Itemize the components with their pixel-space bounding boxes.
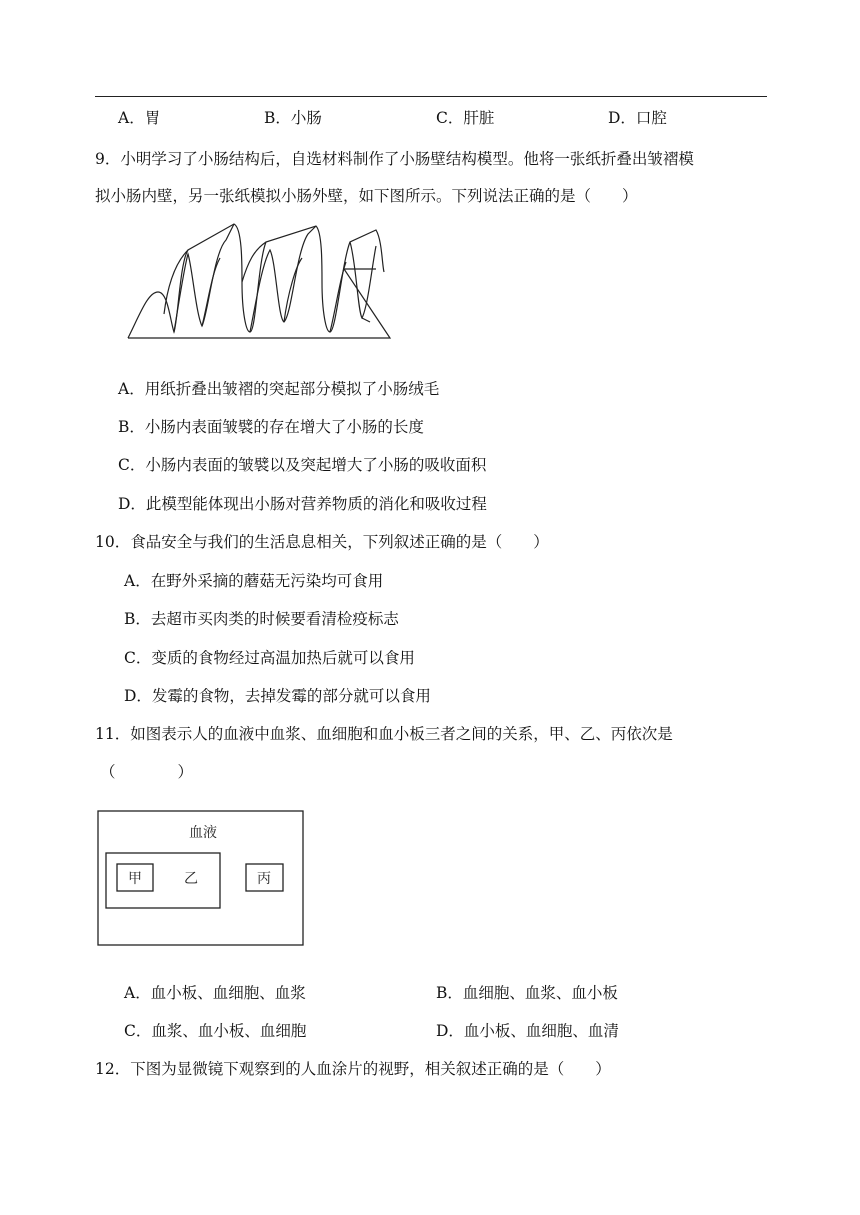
inner-box [106, 853, 220, 908]
q11-option-c[interactable]: C．血浆、血小板、血细胞 [124, 1022, 307, 1040]
q10-stem: 10．食品安全与我们的生活息息相关，下列叙述正确的是（ ） [95, 533, 549, 551]
q10-option-d[interactable]: D．发霉的食物，去掉发霉的部分就可以食用 [124, 687, 431, 705]
q11-option-d[interactable]: D．血小板、血细胞、血清 [436, 1022, 619, 1040]
yi-label: 乙 [184, 871, 198, 887]
q8-option-a[interactable]: A．胃 [118, 109, 161, 127]
q8-option-b[interactable]: B．小肠 [264, 109, 322, 127]
blood-composition-diagram [97, 810, 307, 950]
q11-stem-line1: 11．如图表示人的血液中血浆、血细胞和血小板三者之间的关系，甲、乙、丙依次是 [95, 725, 673, 743]
q10-option-a[interactable]: A．在野外采摘的蘑菇无污染均可食用 [124, 572, 384, 590]
jia-label: 甲 [128, 871, 142, 887]
q9-option-b[interactable]: B．小肠内表面皱襞的存在增大了小肠的长度 [118, 418, 424, 436]
blood-label: 血液 [189, 825, 217, 841]
q10-option-b[interactable]: B．去超市买肉类的时候要看清检疫标志 [124, 610, 399, 628]
q9-stem-line1: 9．小明学习了小肠结构后，自选材料制作了小肠壁结构模型。他将一张纸折叠出皱褶模 [95, 150, 694, 168]
q9-option-c[interactable]: C．小肠内表面的皱襞以及突起增大了小肠的吸收面积 [118, 456, 487, 474]
q8-option-c[interactable]: C．肝脏 [436, 109, 495, 127]
header-rule [95, 96, 767, 97]
q11-option-b[interactable]: B．血细胞、血浆、血小板 [436, 984, 618, 1002]
q11-stem-line2: （ ） [100, 763, 194, 781]
bing-label: 丙 [257, 871, 271, 887]
q12-stem: 12．下图为显微镜下观察到的人血涂片的视野，相关叙述正确的是（ ） [95, 1060, 611, 1078]
q9-option-a[interactable]: A．用纸折叠出皱褶的突起部分模拟了小肠绒毛 [118, 380, 440, 398]
q10-option-c[interactable]: C．变质的食物经过高温加热后就可以食用 [124, 649, 415, 667]
q8-option-d[interactable]: D．口腔 [608, 109, 667, 127]
q9-stem-line2: 拟小肠内壁，另一张纸模拟小肠外壁，如下图所示。下列说法正确的是（ ） [95, 187, 638, 205]
q9-option-d[interactable]: D．此模型能体现出小肠对营养物质的消化和吸收过程 [118, 495, 487, 513]
intestine-wall-model-figure [124, 222, 404, 352]
q11-option-a[interactable]: A．血小板、血细胞、血浆 [124, 984, 306, 1002]
